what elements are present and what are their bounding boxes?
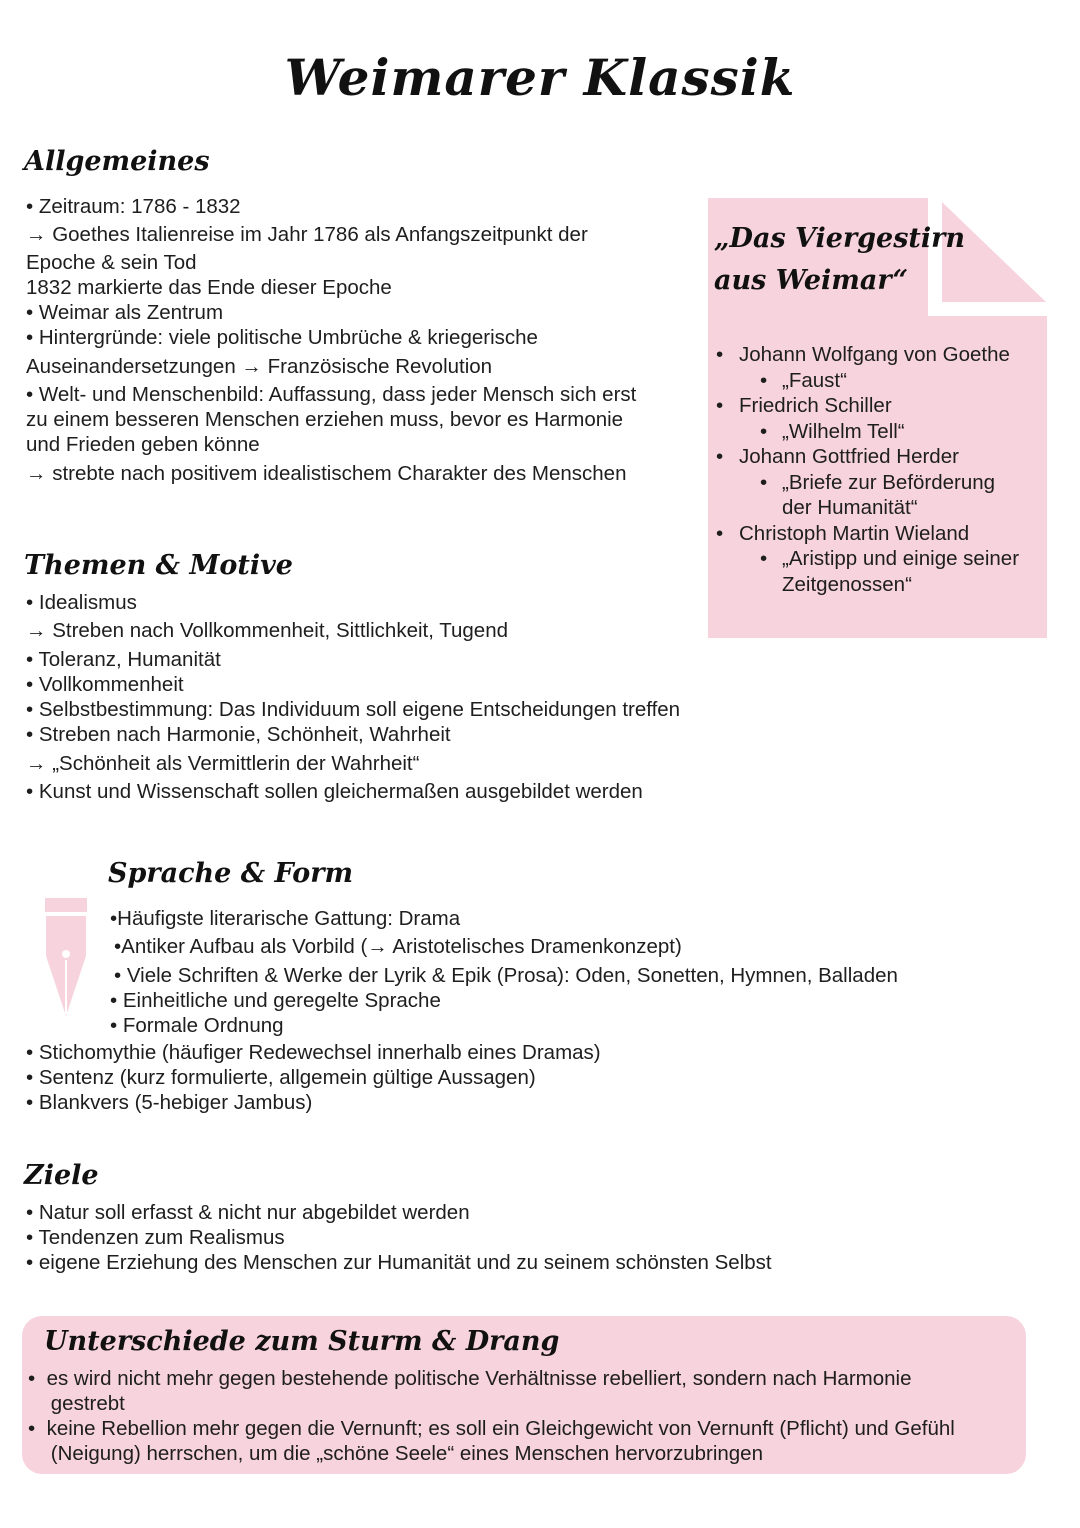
text-line: • Streben nach Harmonie, Schönheit, Wahrheit xyxy=(26,723,451,746)
author-item: • Johann Wolfgang von Goethe xyxy=(716,343,1010,366)
text-line: zu einem besseren Menschen erziehen muss, bevor es Harmonie xyxy=(26,408,624,431)
heading-sprache-form: Sprache & Form xyxy=(108,858,354,889)
text-line: • Idealismus xyxy=(26,591,137,614)
text-line: • Toleranz, Humanität xyxy=(26,648,221,671)
text-line: • Welt- und Menschenbild: Auffassung, dass jeder Mensch sich erst xyxy=(26,383,637,406)
heading-themen-motive: Themen & Motive xyxy=(24,550,293,581)
unterschiede-text xyxy=(28,1366,955,1466)
text-line: gestrebt xyxy=(28,1392,125,1415)
ziele-text xyxy=(26,1200,772,1275)
text-line: und Frieden geben könne xyxy=(26,433,260,456)
text-line: (Neigung) herrschen, um die „schöne Seele“ eines Menschen hervorzubringen xyxy=(28,1442,763,1465)
text-line: • Vollkommenheit xyxy=(26,673,184,696)
text-line: • Selbstbestimmung: Das Individuum soll eigene Entscheidungen treffen xyxy=(26,698,681,721)
text-line: •Antiker Aufbau als Vorbild (→ Aristotelisches Dramenkonzept) xyxy=(114,935,682,958)
allgemeines-text xyxy=(26,194,636,486)
work-item: • „Aristipp und einige seiner xyxy=(760,547,1020,570)
heading-unterschiede: Unterschiede zum Sturm & Drang xyxy=(44,1326,560,1357)
viergestirn-list xyxy=(716,342,1019,597)
text-line: • Blankvers (5-hebiger Jambus) xyxy=(26,1091,313,1114)
text-line: • Tendenzen zum Realismus xyxy=(26,1226,285,1249)
text-line: • Kunst und Wissenschaft sollen gleichermaßen ausgebildet werden xyxy=(26,780,643,803)
page-title: Weimarer Klassik xyxy=(284,48,796,107)
text-line: • Einheitliche und geregelte Sprache xyxy=(110,989,441,1012)
text-line: • Viele Schriften & Werke der Lyrik & Epik (Prosa): Oden, Sonetten, Hymnen, Balladen xyxy=(114,964,898,987)
viergestirn-title-line: „Das Viergestirn xyxy=(714,223,966,254)
heading-ziele: Ziele xyxy=(24,1160,99,1191)
text-line: → Goethes Italienreise im Jahr 1786 als Anfangszeitpunkt der xyxy=(26,223,588,246)
author-item: • Friedrich Schiller xyxy=(716,394,892,417)
fountain-pen-icon xyxy=(42,898,90,1018)
work-item: • „Wilhelm Tell“ xyxy=(760,419,905,443)
text-line: • Hintergründe: viele politische Umbrüche & kriegerische xyxy=(26,326,538,349)
text-line: → Streben nach Vollkommenheit, Sittlichkeit, Tugend xyxy=(26,619,509,642)
sprache-text xyxy=(26,1040,601,1115)
viergestirn-title-line: aus Weimar“ xyxy=(714,265,909,296)
sprache-indented-text xyxy=(110,906,898,1038)
heading-allgemeines: Allgemeines xyxy=(24,146,210,177)
text-line: •Häufigste literarische Gattung: Drama xyxy=(110,907,461,930)
text-line: • Zeitraum: 1786 - 1832 xyxy=(26,195,241,218)
text-line: → strebte nach positivem idealistischem Charakter des Menschen xyxy=(26,462,627,485)
text-line: • keine Rebellion mehr gegen die Vernunft; es soll ein Gleichgewicht von Vernunft (Pflicht) und Gefühl xyxy=(28,1417,955,1440)
text-line: → „Schönheit als Vermittlerin der Wahrheit“ xyxy=(26,752,420,775)
work-item-continued: der Humanität“ xyxy=(782,496,918,519)
text-line: • eigene Erziehung des Menschen zur Humanität und zu seinem schönsten Selbst xyxy=(26,1251,772,1274)
text-line: • es wird nicht mehr gegen bestehende politische Verhältnisse rebelliert, sondern nach Harmonie xyxy=(28,1367,912,1390)
work-item-continued: Zeitgenossen“ xyxy=(782,572,912,596)
work-item: • „Faust“ xyxy=(760,368,847,392)
text-line: • Stichomythie (häufiger Redewechsel innerhalb eines Dramas) xyxy=(26,1041,601,1064)
text-line: • Natur soll erfasst & nicht nur abgebildet werden xyxy=(26,1201,470,1224)
text-line: • Sentenz (kurz formulierte, allgemein gültige Aussagen) xyxy=(26,1066,536,1089)
text-line: • Formale Ordnung xyxy=(110,1014,284,1037)
text-line: 1832 markierte das Ende dieser Epoche xyxy=(26,276,392,299)
work-item: • „Briefe zur Beförderung xyxy=(760,470,996,494)
text-line: Epoche & sein Tod xyxy=(26,251,197,274)
author-item: • Christoph Martin Wieland xyxy=(716,521,970,545)
author-item: • Johann Gottfried Herder xyxy=(716,445,959,468)
themen-text xyxy=(26,590,680,804)
text-line: Auseinandersetzungen → Französische Revolution xyxy=(26,355,493,378)
viergestirn-title xyxy=(714,218,965,302)
text-line: • Weimar als Zentrum xyxy=(26,301,224,324)
